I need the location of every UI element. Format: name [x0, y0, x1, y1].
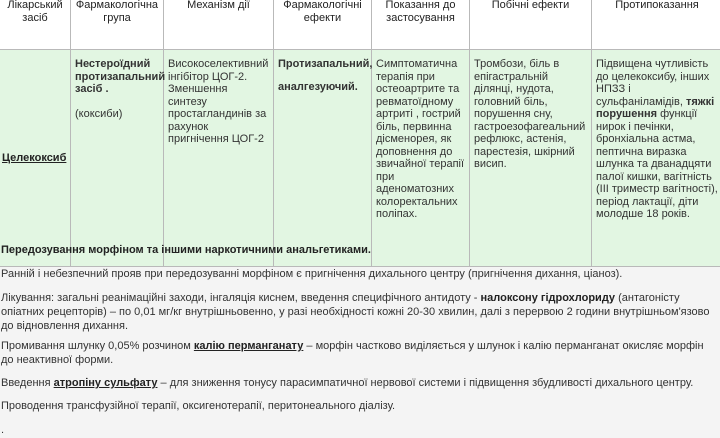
header-contraindications: Протипоказання [592, 0, 720, 50]
table-header-row [0, 0, 720, 50]
cell-side-effects: Тромбози, біль в епігастральній ділянці, нудота, головний біль, порушення сну, гастроезофагеальний рефлюкс, астенія, парестезія, шкірний висип. [470, 50, 592, 267]
section-heading: Передозування морфіном та іншими наркотичними анальгетиками. [1, 244, 371, 256]
paragraph-treatment [1, 291, 717, 333]
cell-drug [0, 50, 71, 267]
paragraph-transfusion: Проводення трансфузійної терапії, оксигенотерапії, перитонеального діалізу. [1, 400, 396, 412]
cell-contraindications [592, 50, 720, 267]
treatment-text-c: (антагоністу опіатних рецепторів) – по 0,01 мг/кг внутрішньовенно, у разі необхідності кожні 20-30 хвилин, далі з перервою 2 години внутрішньом'язово до відновлення дихання. [1, 292, 710, 332]
permanganate-name: калію перманганату [193, 340, 304, 352]
group-subclass: (коксиби) [75, 107, 123, 120]
paragraph-gastric-lavage [1, 339, 717, 367]
contra-bold: тяжкі порушення [596, 95, 715, 120]
treatment-text-a: Лікування: загальні реанімаційні заходи, інгаляція киснем, введення специфічного антидоту - [1, 292, 481, 304]
cell-group [71, 50, 164, 267]
drug-name-link[interactable]: Целекоксиб [2, 151, 67, 164]
cell-mechanism: Високоселективний інгібітор ЦОГ-2. Зменшення синтезу простагландинів за рахунок пригнічення ЦОГ-2 [164, 50, 274, 267]
contra-text-1: Підвищена чутливість до целекоксибу, інших НПЗЗ і сульфаніламідів, [596, 58, 710, 108]
contra-text-2: функції нирок і печінки, бронхіальна астма, пептична виразка шлунка та дванадцяти палої кишки, вагітність (III триместр вагітності), період лактації, діти молодше 18 років. [596, 108, 718, 220]
header-drug: Лікарський засіб [0, 0, 71, 50]
cell-indications: Симптоматична терапія при остеоартрите та ревматоїдному артриті , гострий біль, первинна дісменорея, як доповнення до звичайної терапії при аденоматозних колоректальних поліпах. [372, 50, 470, 267]
lavage-text-c: – морфін частково виділяється у шлунок і калію перманганат окисляє морфін до неактивної форми. [1, 340, 704, 366]
lavage-text-a: Промивання шлунку 0,05% розчином [1, 340, 194, 352]
paragraph-atropine [1, 376, 693, 390]
header-group: Фармакологічна група [71, 0, 164, 50]
trailing-dot: . [1, 424, 5, 436]
antidote-name: налоксону гідрохлориду [480, 292, 616, 304]
group-name: Нестероїдний протизапальний засіб . [75, 58, 166, 95]
header-indications: Показання до застосування [372, 0, 470, 50]
atropine-text-c: – для зниження тонусу парасимпатичної нервової системи і підвищення збудливості дихального центру. [157, 377, 694, 389]
header-mechanism: Механізм дії [164, 0, 274, 50]
effect-line-2: аналгезуючий. [278, 80, 358, 93]
paragraph-early-sign: Ранній і небезпечний прояв при передозуванні морфіном є пригнічення дихального центру (пригнічення дихання, ціаноз). [1, 268, 623, 280]
atropine-name: атропіну сульфату [53, 377, 158, 389]
header-effects: Фармакологічні ефекти [274, 0, 372, 50]
cell-effects [274, 50, 372, 267]
atropine-text-a: Введення [1, 377, 54, 389]
header-side-effects: Побічні ефекти [470, 0, 592, 50]
table-row [0, 50, 720, 267]
effect-line-1: Протизапальний, [278, 58, 373, 70]
